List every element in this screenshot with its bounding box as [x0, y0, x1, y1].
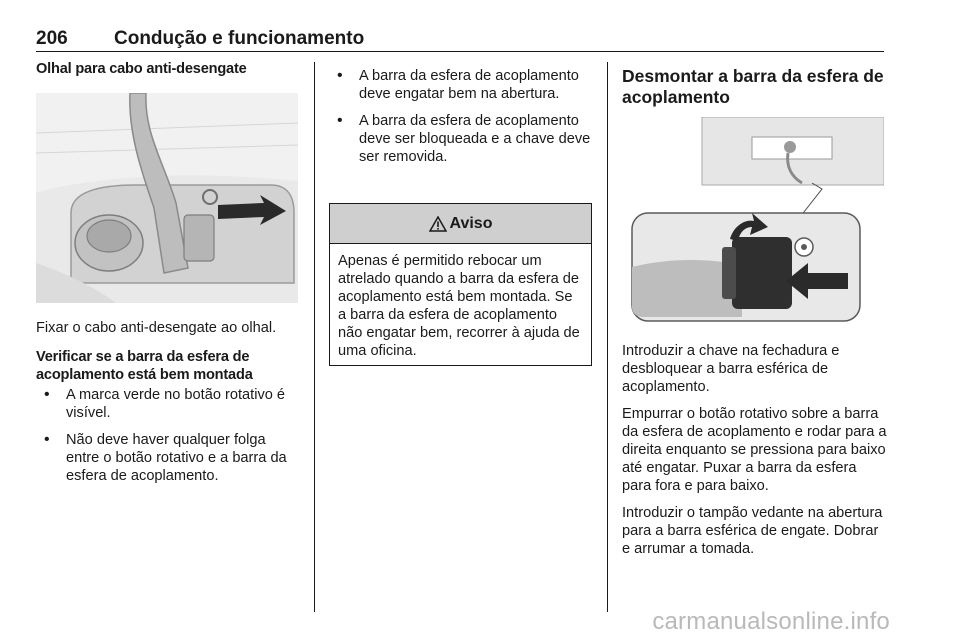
column-1 — [36, 60, 302, 485]
watermark: carmanualsonline.info — [652, 608, 890, 635]
check-title: Verificar se a barra da esfera de acoplamento está bem montada — [36, 349, 253, 383]
removal-step-1: Introduzir a chave na fechadura e desbloquear a barra esférica de acoplamento. — [622, 343, 840, 395]
column-3 — [622, 66, 888, 558]
list-item: • A marca verde no botão rotativo é visível. — [36, 386, 302, 422]
removal-illustration — [622, 117, 884, 327]
column-divider-1 — [314, 62, 315, 612]
chapter-title: Condução e funcionamento — [114, 28, 365, 49]
check-list — [36, 386, 302, 485]
page-number: 206 — [36, 28, 68, 49]
list-item: • A barra da esfera de acoplamento deve ser bloqueada e a chave deve ser removida. — [329, 112, 593, 166]
list-item: • A barra da esfera de acoplamento deve engatar bem na abertura. — [329, 67, 593, 103]
check-list-continued — [329, 67, 593, 166]
warning-box — [329, 203, 592, 366]
warning-header — [330, 204, 591, 244]
column-2 — [329, 67, 593, 166]
section-title-eyelet: Olhal para cabo anti-desengate — [36, 61, 247, 77]
list-item: • Não deve haver qualquer folga entre o botão rotativo e a barra da esfera de acoplamento. — [36, 431, 302, 485]
warning-title: Aviso — [449, 214, 493, 232]
warning-triangle-icon — [429, 216, 447, 232]
page-header — [36, 26, 884, 52]
removal-step-2: Empurrar o botão rotativo sobre a barra da esfera de acoplamento e rodar para a direita enquanto se pressiona para baixo até engatar. Puxar a barra da esfera para fora e para baixo. — [622, 406, 887, 494]
tow-eyelet-drawing — [36, 93, 298, 303]
eyelet-caption: Fixar o cabo anti-desengate ao olhal. — [36, 320, 277, 336]
column-divider-2 — [607, 62, 608, 612]
removal-step-3: Introduzir o tampão vedante na abertura para a barra esférica de engate. Dobrar e arrumar a tomada. — [622, 505, 883, 557]
warning-text: Apenas é permitido rebocar um atrelado quando a barra da esfera de acoplamento está bem montada. Se a barra da esfera de acoplamento não engatar bem, recorrer à ajuda de uma oficina. — [338, 253, 580, 359]
section-title-removal: Desmontar a barra da esfera de acoplamento — [622, 66, 884, 107]
eyelet-illustration — [36, 93, 298, 303]
ball-bar-removal-drawing — [622, 117, 884, 327]
